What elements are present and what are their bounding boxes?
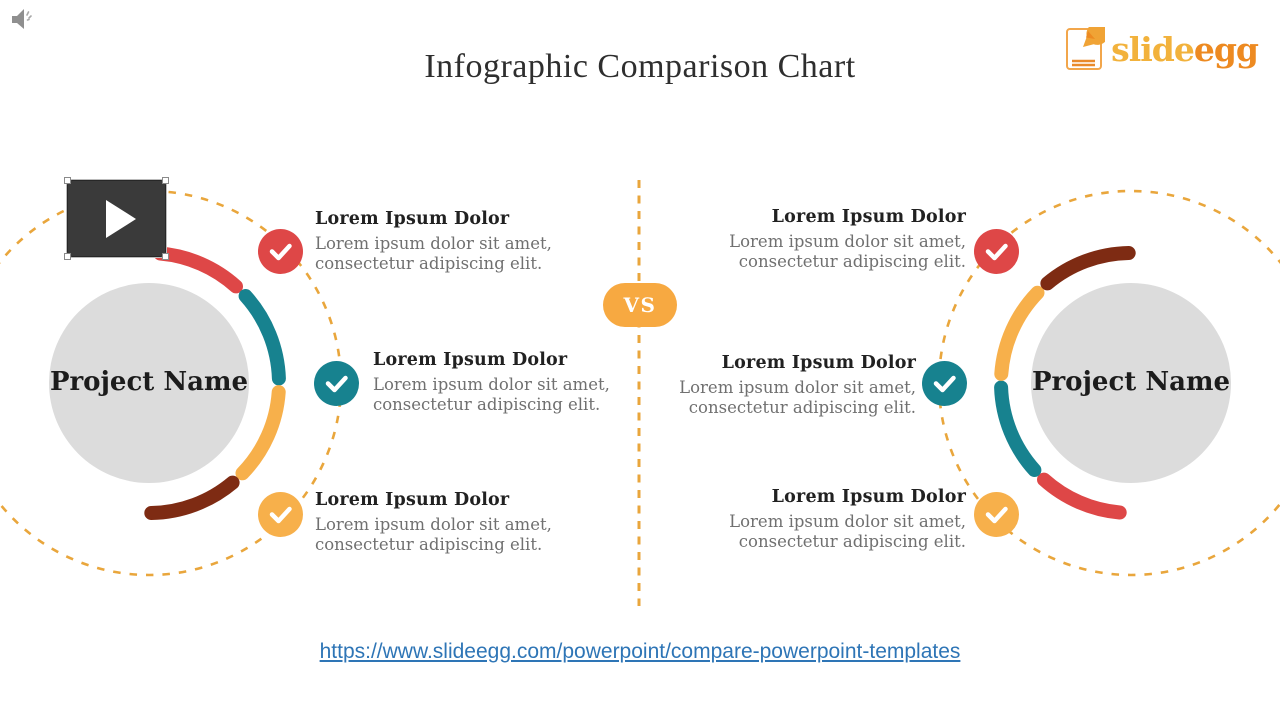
- audio-speaker-icon[interactable]: [10, 6, 36, 32]
- right-item-1-heading: Lorem Ipsum Dolor: [771, 207, 966, 227]
- left-item-2-heading: Lorem Ipsum Dolor: [373, 350, 568, 370]
- left-item-3-heading: Lorem Ipsum Dolor: [315, 490, 510, 510]
- right-item-2-heading: Lorem Ipsum Dolor: [721, 353, 916, 373]
- right-arc-red: [1044, 480, 1120, 513]
- slideegg-logo-icon: [1065, 27, 1105, 71]
- footer: [0, 640, 1280, 664]
- left-item-3-body: Lorem ipsum dolor sit amet, consectetur adipiscing elit.: [315, 515, 552, 554]
- left-arc-red: [160, 254, 236, 287]
- right-check-badge-amber: [974, 492, 1019, 537]
- left-item-2: [373, 350, 633, 415]
- right-check-badge-red: [974, 229, 1019, 274]
- footer-link[interactable]: https://www.slideegg.com/powerpoint/compare-powerpoint-templates: [319, 640, 961, 663]
- play-icon: [106, 200, 136, 238]
- left-check-badge-red: [258, 229, 303, 274]
- selection-handle[interactable]: [64, 177, 71, 184]
- center-dashed-divider: [636, 180, 642, 606]
- right-item-3-heading: Lorem Ipsum Dolor: [771, 487, 966, 507]
- right-item-1-body: Lorem ipsum dolor sit amet, consectetur adipiscing elit.: [729, 232, 966, 271]
- vs-badge: [603, 283, 677, 327]
- left-check-badge-amber: [258, 492, 303, 537]
- logo-word-egg: egg: [1193, 29, 1258, 69]
- left-arc-brown: [151, 483, 232, 513]
- left-item-1-heading: Lorem Ipsum Dolor: [315, 209, 510, 229]
- slideegg-logo[interactable]: [1065, 26, 1258, 72]
- right-item-2-body: Lorem ipsum dolor sit amet, consectetur adipiscing elit.: [679, 378, 916, 417]
- selection-handle[interactable]: [162, 177, 169, 184]
- left-item-1: [315, 209, 575, 274]
- selection-handle[interactable]: [162, 253, 169, 260]
- right-item-3: [706, 487, 966, 552]
- left-arc-teal: [246, 296, 279, 379]
- left-item-2-body: Lorem ipsum dolor sit amet, consectetur adipiscing elit.: [373, 375, 610, 414]
- left-item-1-body: Lorem ipsum dolor sit amet, consectetur adipiscing elit.: [315, 234, 552, 273]
- video-play-button[interactable]: [67, 180, 166, 257]
- right-arc-brown: [1047, 253, 1128, 283]
- right-arc-teal: [1001, 388, 1034, 471]
- right-item-2: [656, 353, 916, 418]
- logo-wordmark: [1111, 29, 1258, 69]
- right-check-badge-teal: [922, 361, 967, 406]
- right-item-1: [706, 207, 966, 272]
- left-check-badge-teal: [314, 361, 359, 406]
- vs-label: VS: [623, 293, 657, 317]
- right-project-name: Project Name: [1031, 367, 1231, 398]
- right-item-3-body: Lorem ipsum dolor sit amet, consectetur adipiscing elit.: [729, 512, 966, 551]
- logo-word-slide: slide: [1111, 29, 1194, 69]
- page-title: Infographic Comparison Chart: [424, 48, 856, 85]
- selection-handle[interactable]: [64, 253, 71, 260]
- left-project-name: Project Name: [49, 367, 249, 398]
- left-item-3: [315, 490, 575, 555]
